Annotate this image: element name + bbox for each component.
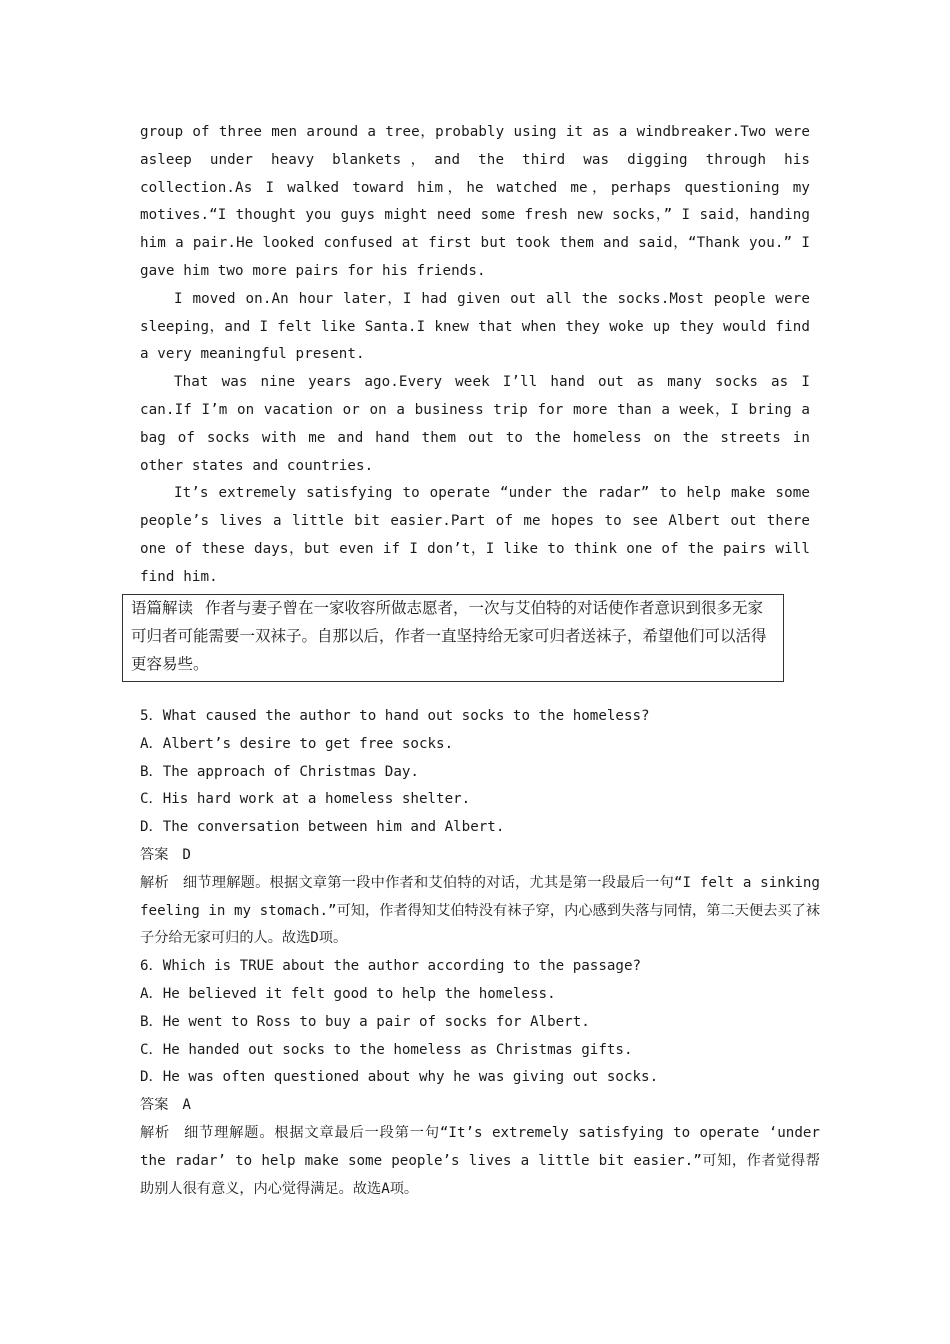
explanation xyxy=(140,870,820,953)
reading-passage xyxy=(140,119,810,592)
summary-label: 语篇解读 xyxy=(131,599,194,617)
option-b: B．He went to Ross to buy a pair of socks for Albert. xyxy=(140,1013,590,1030)
answer-label: 答案 xyxy=(140,846,169,863)
explanation xyxy=(140,1120,820,1203)
option-b: B．The approach of Christmas Day. xyxy=(140,763,419,780)
passage-paragraph-1: group of three men around a tree，probably using it as a windbreaker.Two were asleep under heavy blankets，and the third was digging through his collection.As I walked toward him，he watched me，perhaps questioning my motives.“I thought you guys might need some fresh new socks，” I said，handing him a pair.He looked confused at first but took them and said，“Thank you.” I gave him two more pairs for his friends. xyxy=(140,124,810,279)
passage-paragraph-2: I moved on.An hour later，I had given out all the socks.Most people were sleeping，and I felt like Santa.I knew that when they woke up they would find a very meaningful present. xyxy=(140,290,810,363)
explanation-label: 解析 xyxy=(140,874,169,891)
question-text: 5．What caused the author to hand out socks to the homeless? xyxy=(140,708,650,724)
summary-paragraph xyxy=(131,595,775,678)
answer-value: D xyxy=(182,846,191,863)
option-c: C．He handed out socks to the homeless as Christmas gifts. xyxy=(140,1041,633,1058)
passage-paragraph-3: That was nine years ago.Every week I’ll hand out as many socks as I can.If I’m on vacation or on a business trip for more than a week，I bring a bag of socks with me and hand them out to the homeless on the streets in other states and countries. xyxy=(140,374,810,474)
summary-box xyxy=(122,594,784,682)
passage-paragraph-4: It’s extremely satisfying to operate “under the radar” to help make some people’s lives a little bit easier.Part of me hopes to see Albert out there one of these days，but even if I don’t，I like to think one of the pairs will find him. xyxy=(140,485,810,585)
explanation-text: 细节理解题。根据文章最后一段第一句“It’s extremely satisfying to operate ‘under the radar’ to help make some people’s lives a little bit easier.”可知，作者觉得帮助别人很有意义，内心觉得满足。故选A项。 xyxy=(140,1124,820,1197)
explanation-label: 解析 xyxy=(140,1124,171,1141)
option-d: D．He was often questioned about why he was giving out socks. xyxy=(140,1069,659,1086)
option-c: C．His hard work at a homeless shelter. xyxy=(140,791,471,808)
question-text: 6．Which is TRUE about the author according to the passage? xyxy=(140,958,642,975)
answer-value: A xyxy=(182,1097,191,1114)
option-a: A．Albert’s desire to get free socks. xyxy=(140,735,454,752)
questions-section xyxy=(140,703,820,1203)
answer-line xyxy=(140,842,820,870)
question-block-6 xyxy=(140,953,820,1203)
explanation-text: 细节理解题。根据文章第一段中作者和艾伯特的对话，尤其是第一段最后一句“I felt a sinking feeling in my stomach.”可知，作者得知艾伯特没有袜子穿，内心感到失落与同情，第二天便去买了袜子分给无家可归的人。故选D项。 xyxy=(140,874,820,947)
option-a: A．He believed it felt good to help the homeless. xyxy=(140,985,556,1002)
answer-line xyxy=(140,1092,820,1120)
option-d: D．The conversation between him and Albert. xyxy=(140,819,505,836)
summary-text: 作者与妻子曾在一家收容所做志愿者，一次与艾伯特的对话使作者意识到很多无家可归者可能需要一双袜子。自那以后，作者一直坚持给无家可归者送袜子，希望他们可以活得更容易些。 xyxy=(131,599,767,673)
question-block-5 xyxy=(140,703,820,953)
answer-label: 答案 xyxy=(140,1097,169,1114)
